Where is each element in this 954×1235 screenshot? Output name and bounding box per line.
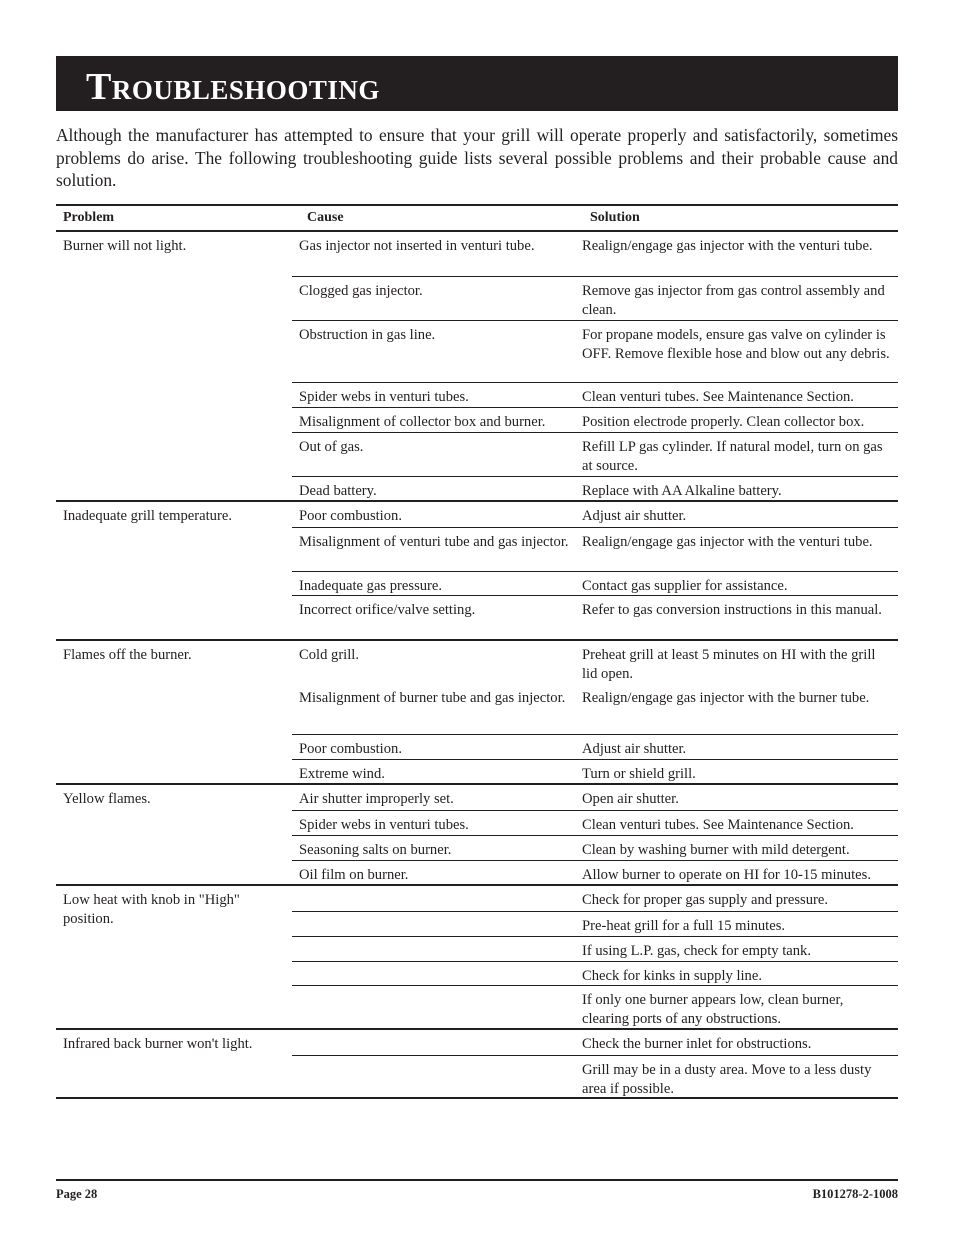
table-row [292, 911, 898, 936]
cause-cell [292, 1030, 575, 1055]
table-row [292, 810, 898, 835]
table-row [292, 759, 898, 783]
troubleshooting-table [56, 204, 898, 1099]
cause-cell: Inadequate gas pressure. [299, 578, 443, 594]
footer-rule [56, 1179, 898, 1181]
page-title: Troubleshooting [86, 66, 380, 108]
problem-group [56, 232, 898, 500]
cause-solution-rows [292, 641, 898, 783]
cause-cell: Clogged gas injector. [299, 283, 423, 299]
problem-group [56, 884, 898, 1028]
table-header [56, 206, 898, 232]
cause-cell [292, 986, 575, 1028]
cause-cell [292, 937, 575, 961]
solution-cell: Contact gas supplier for assistance. [582, 578, 788, 594]
table-row [292, 961, 898, 985]
solution-cell: If only one burner appears low, clean burner, clearing ports of any obstructions. [582, 992, 844, 1027]
cause-solution-rows [292, 232, 898, 500]
solution-cell: Realign/engage gas injector with the venturi tube. [582, 534, 873, 550]
problem-group [56, 500, 898, 639]
solution-cell: Open air shutter. [582, 791, 679, 807]
cause-solution-rows [292, 785, 898, 884]
cause-solution-rows [292, 886, 898, 1028]
solution-cell: Clean by washing burner with mild detergent. [582, 842, 850, 858]
problem-cell: Yellow flames. [63, 791, 151, 807]
table-row [292, 985, 898, 1028]
cause-cell: Obstruction in gas line. [299, 327, 436, 343]
solution-cell: Check for proper gas supply and pressure. [582, 892, 828, 908]
cause-solution-rows [292, 1030, 898, 1097]
table-row [292, 232, 898, 276]
cause-cell: Air shutter improperly set. [299, 791, 454, 807]
solution-cell: Realign/engage gas injector with the venturi tube. [582, 238, 873, 254]
cause-cell: Misalignment of collector box and burner. [299, 414, 546, 430]
cause-cell [292, 912, 575, 936]
problem-cell: Flames off the burner. [63, 647, 192, 663]
page-number: Page 28 [56, 1187, 98, 1201]
solution-cell: Allow burner to operate on HI for 10-15 minutes. [582, 867, 871, 883]
problem-cell: Infrared back burner won't light. [63, 1036, 253, 1052]
solution-cell: Clean venturi tubes. See Maintenance Section. [582, 817, 854, 833]
table-row [292, 382, 898, 407]
problem-cell: Low heat with knob in "High" position. [63, 892, 240, 927]
problem-group [56, 639, 898, 783]
table-row [292, 835, 898, 860]
cause-cell: Seasoning salts on burner. [299, 842, 452, 858]
solution-cell: Remove gas injector from gas control assembly and clean. [582, 283, 885, 318]
cause-cell: Oil film on burner. [299, 867, 409, 883]
solution-cell: Clean venturi tubes. See Maintenance Section. [582, 389, 854, 405]
header-cause: Cause [307, 209, 344, 225]
header-solution: Solution [590, 209, 640, 225]
cause-cell: Dead battery. [299, 483, 377, 499]
table-row [292, 860, 898, 884]
problem-cell: Burner will not light. [63, 238, 187, 254]
table-row [292, 595, 898, 639]
solution-cell: Replace with AA Alkaline battery. [582, 483, 782, 499]
table-row [292, 320, 898, 382]
cause-cell [292, 1056, 575, 1097]
table-row [292, 476, 898, 500]
cause-cell: Poor combustion. [299, 741, 402, 757]
cause-cell: Spider webs in venturi tubes. [299, 817, 469, 833]
table-row [292, 407, 898, 432]
cause-cell: Cold grill. [299, 647, 359, 663]
table-row [292, 936, 898, 961]
cause-cell: Gas injector not inserted in venturi tube. [299, 238, 535, 254]
solution-cell: Pre-heat grill for a full 15 minutes. [582, 918, 786, 934]
title-banner [56, 56, 898, 111]
cause-cell: Poor combustion. [299, 508, 402, 524]
solution-cell: Refill LP gas cylinder. If natural model, turn on gas at source. [582, 439, 883, 474]
cause-cell [292, 962, 575, 985]
cause-cell: Spider webs in venturi tubes. [299, 389, 469, 405]
problem-group [56, 1028, 898, 1097]
table-row [292, 571, 898, 595]
table-row [292, 502, 898, 527]
table-body [56, 232, 898, 1097]
document-number: B101278-2-1008 [812, 1187, 898, 1201]
table-row [292, 1030, 898, 1055]
solution-cell: If using L.P. gas, check for empty tank. [582, 943, 811, 959]
table-row [292, 276, 898, 320]
solution-cell: Position electrode properly. Clean collector box. [582, 414, 865, 430]
table-row [292, 734, 898, 759]
solution-cell: Refer to gas conversion instructions in this manual. [582, 602, 882, 618]
intro-paragraph: Although the manufacturer has attempted to ensure that your grill will operate properly and satisfactorily, sometimes problems do arise. The following troubleshooting guide lists several possible problems and their probable cause and solution. [56, 125, 898, 190]
solution-cell: For propane models, ensure gas valve on cylinder is OFF. Remove flexible hose and blow out any debris. [582, 327, 890, 362]
cause-cell: Misalignment of burner tube and gas injector. [299, 690, 566, 706]
table-row [292, 432, 898, 476]
header-problem: Problem [63, 209, 115, 225]
solution-cell: Grill may be in a dusty area. Move to a less dusty area if possible. [582, 1062, 872, 1097]
solution-cell: Adjust air shutter. [582, 741, 687, 757]
solution-cell: Turn or shield grill. [582, 766, 696, 782]
table-row [292, 1055, 898, 1097]
table-row [292, 641, 898, 684]
table-row [292, 684, 898, 734]
problem-cell: Inadequate grill temperature. [63, 508, 232, 524]
problem-group [56, 783, 898, 884]
cause-cell: Out of gas. [299, 439, 364, 455]
cause-solution-rows [292, 502, 898, 639]
table-row [292, 527, 898, 571]
cause-cell: Extreme wind. [299, 766, 385, 782]
cause-cell [292, 886, 575, 911]
solution-cell: Realign/engage gas injector with the burner tube. [582, 690, 870, 706]
solution-cell: Check the burner inlet for obstructions. [582, 1036, 812, 1052]
table-row [292, 785, 898, 810]
solution-cell: Preheat grill at least 5 minutes on HI with the grill lid open. [582, 647, 876, 682]
solution-cell: Adjust air shutter. [582, 508, 687, 524]
cause-cell: Misalignment of venturi tube and gas injector. [299, 534, 569, 550]
cause-cell: Incorrect orifice/valve setting. [299, 602, 476, 618]
solution-cell: Check for kinks in supply line. [582, 968, 762, 984]
table-row [292, 886, 898, 911]
